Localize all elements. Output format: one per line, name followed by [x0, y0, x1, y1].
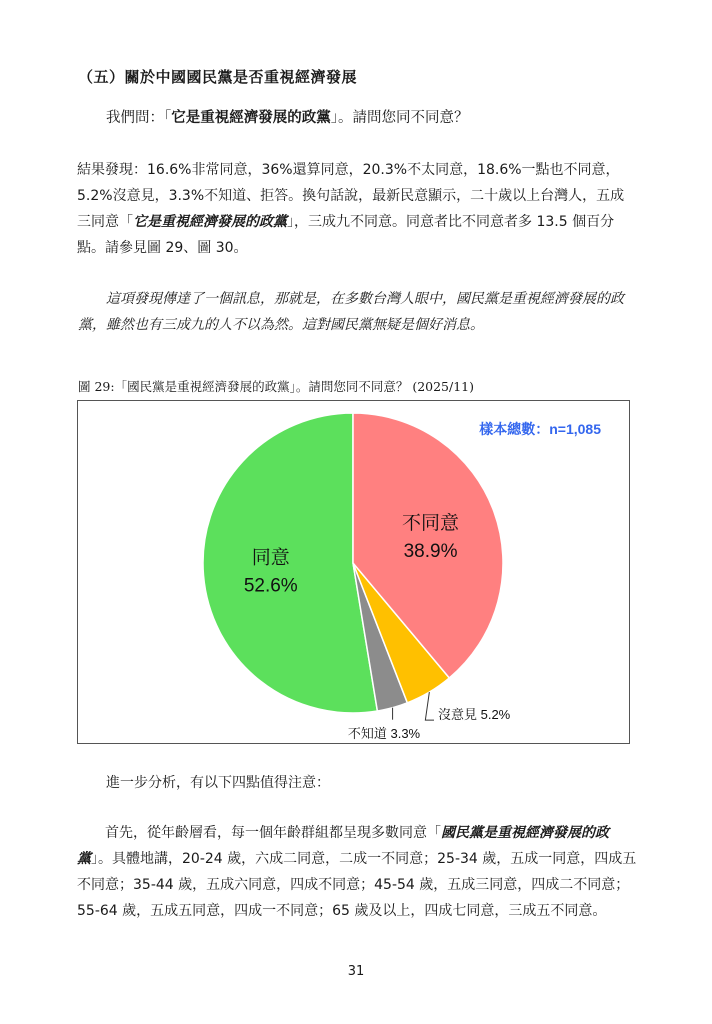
figure-caption: 圖 29:「國民黨是重視經濟發展的政黨」。請問您同不同意？ (2025/11): [78, 379, 474, 394]
message-paragraph: [78, 286, 638, 338]
results-text-a: 結果發現：16.6%非常同意，36%還算同意，20.3%不太同意，18.6%一點也不同意，5.2%沒意見，3.3%不知道、拒答。換句話說，最新民意顯示，二十歲以上台灣人，五成三同意「: [77, 162, 625, 230]
age-emphasis: 國民黨是重視經濟發展的政黨: [77, 825, 609, 867]
slice-outside-label-1: 沒意見 5.2%: [438, 707, 511, 722]
question-quoted: 它是重視經濟發展的政黨: [171, 110, 331, 126]
age-analysis-paragraph: [77, 820, 637, 924]
slice-outside-label-2: 不知道 3.3%: [347, 726, 421, 741]
slice-label-3: 同意: [251, 547, 290, 569]
pie-chart-frame: [77, 400, 630, 744]
question-suffix: 」。請問您同不同意？: [330, 110, 469, 126]
results-paragraph: [77, 157, 637, 261]
survey-question: [106, 106, 469, 127]
pie-chart: [78, 401, 629, 743]
slice-value-3: 52.6%: [243, 575, 298, 597]
age-text-b: 」。具體地講，20-24 歲，六成二同意，二成一不同意；25-34 歲，五成一同意，四成五不同意；35-44 歲，五成六同意，四成不同意；45-54 歲，五成三同意，四成二不同意；55-64 歲，五成五同意，四成一不同意；65 歲及以上，四成七同意，三成五不同意。: [77, 851, 637, 919]
leader-line-1: [425, 692, 434, 720]
message-text: 這項發現傳達了一個訊息，那就是，在多數台灣人眼中，國民黨是重視經濟發展的政黨，雖然也有三成九的人不以為然。這對國民黨無疑是個好消息。: [78, 291, 624, 333]
page-number: 31: [347, 964, 365, 979]
slice-value-0: 38.9%: [403, 540, 458, 562]
results-emphasis: 它是重視經濟發展的政黨: [133, 214, 287, 230]
results-text-b: 」，三成九不同意。同意者比不同意者多 13.5 個百分點。請參見圖 29、圖 30。: [77, 214, 615, 256]
slice-label-0: 不同意: [402, 512, 460, 534]
section-heading: （五）關於中國國民黨是否重視經濟發展: [78, 68, 358, 86]
age-text-a: 首先，從年齡層看，每一個年齡群組都呈現多數同意「: [105, 825, 441, 841]
pie-slice-3: [203, 413, 377, 713]
analysis-intro: 進一步分析，有以下四點值得注意：: [106, 775, 330, 791]
question-prefix: 我們問：「: [106, 110, 172, 126]
sample-size-label: 樣本總數：n=1,085: [479, 421, 601, 437]
